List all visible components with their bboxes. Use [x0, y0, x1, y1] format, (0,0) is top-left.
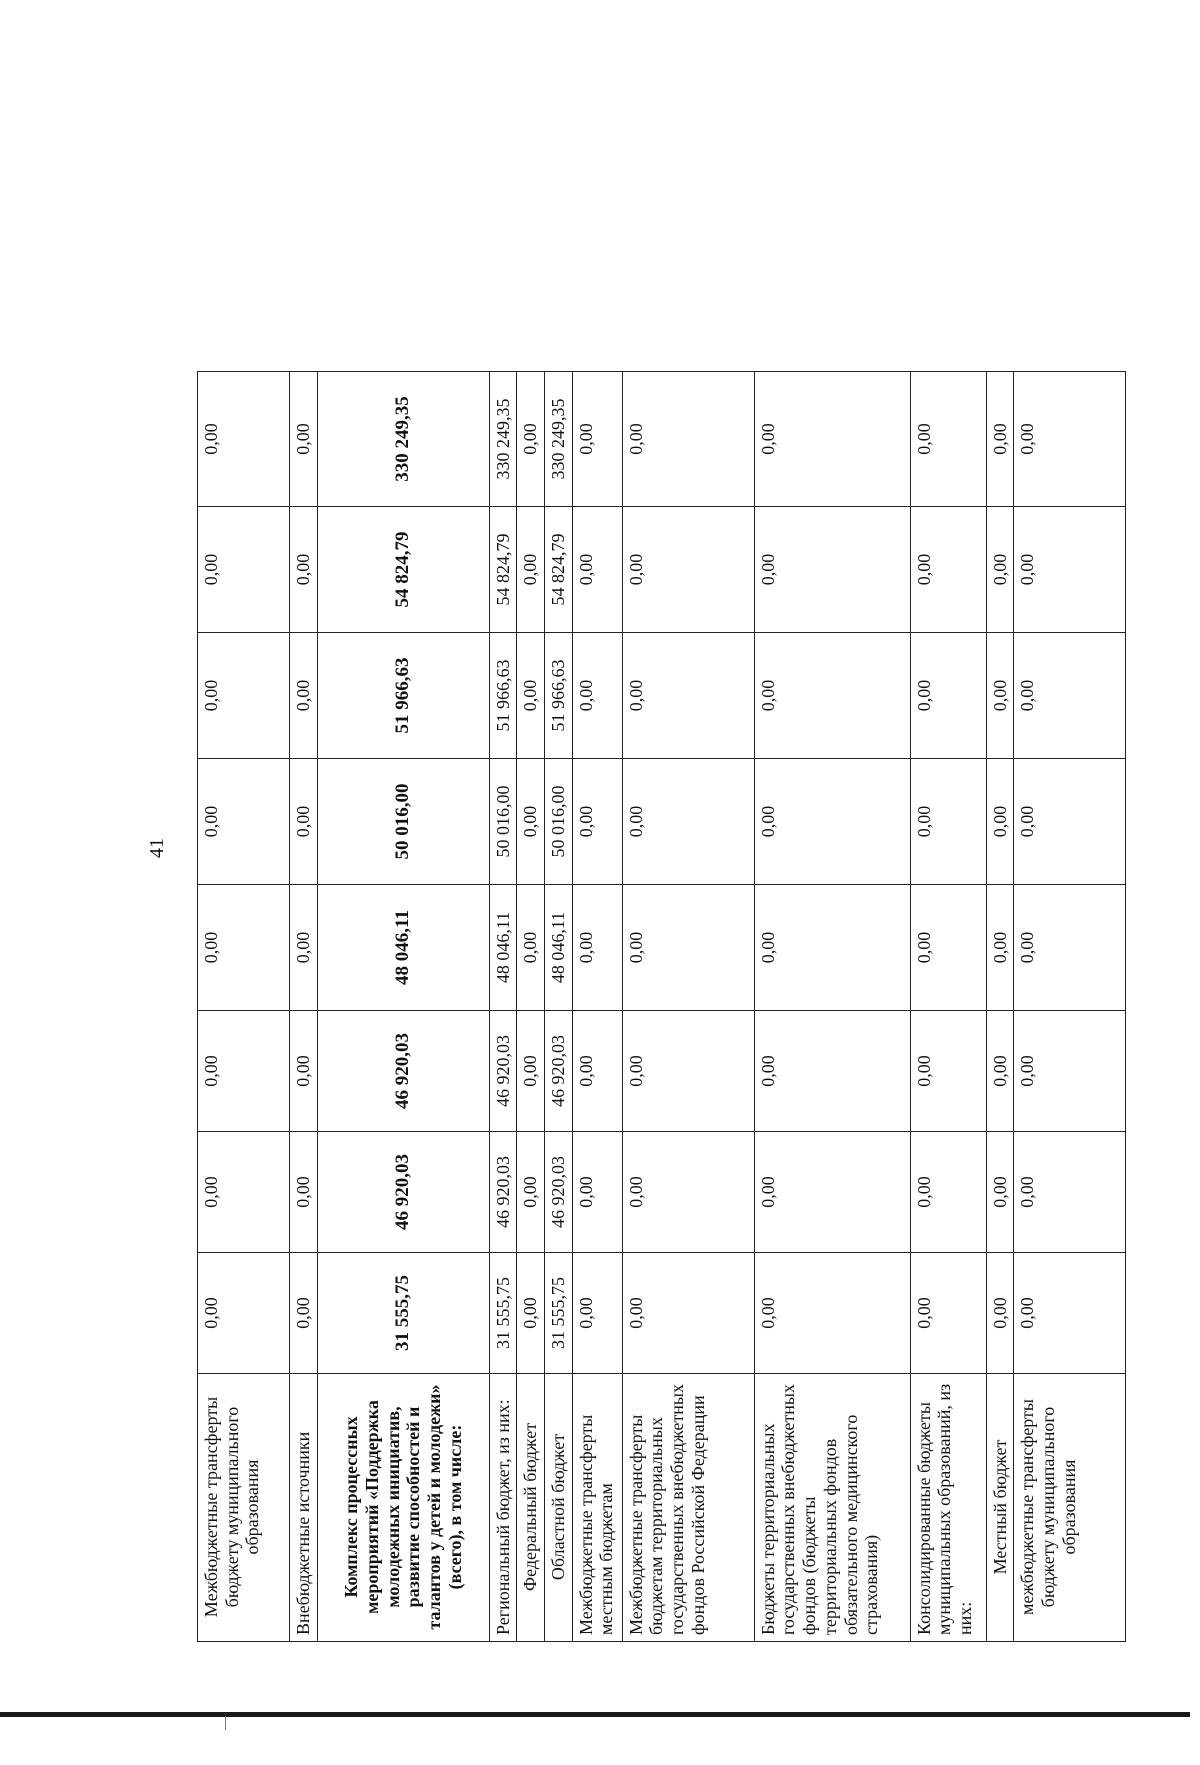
budget-table — [197, 371, 1126, 1642]
cell-value: 0,00 — [572, 759, 622, 885]
cell-value: 0,00 — [986, 885, 1014, 1011]
cell-value: 0,00 — [517, 1132, 545, 1253]
cell-value: 0,00 — [517, 1253, 545, 1374]
row-label: Консолидированные бюджеты муниципальных образований, из них: — [910, 1374, 986, 1642]
cell-value: 0,00 — [754, 1253, 910, 1374]
cell-value: 0,00 — [572, 1132, 622, 1253]
cell-value: 0,00 — [910, 372, 986, 507]
cell-value: 0,00 — [290, 1132, 318, 1253]
budget-table-rotated — [197, 372, 1107, 1642]
row-label: Комплекс процессных мероприятий «Поддержка молодежных инициатив, развитие способностей и талантов у детей и молодежи» (всего), в том числе: — [317, 1374, 489, 1642]
cell-value: 0,00 — [622, 372, 754, 507]
cell-value: 0,00 — [754, 1132, 910, 1253]
table-row — [1014, 372, 1126, 1642]
cell-value: 0,00 — [1014, 1011, 1126, 1132]
row-label: Региональный бюджет, из них: — [489, 1374, 517, 1642]
table-row — [572, 372, 622, 1642]
cell-value: 31 555,75 — [489, 1253, 517, 1374]
cell-value: 0,00 — [1014, 372, 1126, 507]
table-row-total — [317, 372, 489, 1642]
table-row — [910, 372, 986, 1642]
cell-value: 0,00 — [198, 507, 290, 633]
cell-value: 54 824,79 — [317, 507, 489, 633]
cell-value: 0,00 — [1014, 633, 1126, 759]
cell-value: 0,00 — [572, 633, 622, 759]
cell-value: 0,00 — [1014, 1132, 1126, 1253]
cell-value: 0,00 — [986, 759, 1014, 885]
cell-value: 0,00 — [1014, 507, 1126, 633]
cell-value: 54 824,79 — [489, 507, 517, 633]
cell-value: 0,00 — [986, 1132, 1014, 1253]
page-number: 41 — [146, 838, 168, 858]
cell-value: 48 046,11 — [317, 885, 489, 1011]
cell-value: 0,00 — [198, 1132, 290, 1253]
table-row — [986, 372, 1014, 1642]
row-label: Межбюджетные трансферты бюджетам территориальных государственных внебюджетных фондов Российской Федерации — [622, 1374, 754, 1642]
cell-value: 0,00 — [986, 1011, 1014, 1132]
table-row — [290, 372, 318, 1642]
cell-value: 46 920,03 — [545, 1132, 573, 1253]
cell-value: 50 016,00 — [489, 759, 517, 885]
cell-value: 50 016,00 — [317, 759, 489, 885]
cell-value: 51 966,63 — [489, 633, 517, 759]
cell-value: 0,00 — [622, 1011, 754, 1132]
cell-value: 0,00 — [986, 372, 1014, 507]
cell-value: 0,00 — [290, 507, 318, 633]
cell-value: 31 555,75 — [317, 1253, 489, 1374]
cell-value: 0,00 — [910, 759, 986, 885]
cell-value: 0,00 — [290, 633, 318, 759]
cell-value: 0,00 — [198, 759, 290, 885]
cell-value: 0,00 — [622, 885, 754, 1011]
cell-value: 48 046,11 — [545, 885, 573, 1011]
cell-value: 31 555,75 — [545, 1253, 573, 1374]
table-row — [545, 372, 573, 1642]
table-row — [622, 372, 754, 1642]
cell-value: 0,00 — [290, 885, 318, 1011]
row-label: Бюджеты территориальных государственных внебюджетных фондов (бюджеты территориальных фондов обязательного медицинского страхования) — [754, 1374, 910, 1642]
cell-value: 0,00 — [517, 1011, 545, 1132]
cell-value: 0,00 — [754, 633, 910, 759]
bottom-rule — [0, 1712, 1190, 1717]
cell-value: 46 920,03 — [545, 1011, 573, 1132]
cell-value: 0,00 — [754, 507, 910, 633]
row-label: Местный бюджет — [986, 1374, 1014, 1642]
cell-value: 0,00 — [910, 507, 986, 633]
cell-value: 330 249,35 — [317, 372, 489, 507]
cell-value: 0,00 — [622, 633, 754, 759]
cell-value: 0,00 — [572, 507, 622, 633]
cell-value: 0,00 — [1014, 759, 1126, 885]
cell-value: 0,00 — [572, 1011, 622, 1132]
row-label: Областной бюджет — [545, 1374, 573, 1642]
table-row — [517, 372, 545, 1642]
cell-value: 0,00 — [754, 372, 910, 507]
cell-value: 51 966,63 — [545, 633, 573, 759]
cell-value: 0,00 — [986, 1253, 1014, 1374]
cell-value: 46 920,03 — [489, 1011, 517, 1132]
cell-value: 0,00 — [910, 633, 986, 759]
row-label: Внебюджетные источники — [290, 1374, 318, 1642]
cell-value: 0,00 — [572, 372, 622, 507]
cell-value: 0,00 — [986, 507, 1014, 633]
cell-value: 48 046,11 — [489, 885, 517, 1011]
cell-value: 0,00 — [290, 372, 318, 507]
cell-value: 0,00 — [910, 885, 986, 1011]
cell-value: 0,00 — [572, 885, 622, 1011]
cell-value: 0,00 — [290, 1253, 318, 1374]
cell-value: 0,00 — [517, 372, 545, 507]
cell-value: 0,00 — [1014, 885, 1126, 1011]
row-label: Межбюджетные трансферты местным бюджетам — [572, 1374, 622, 1642]
cell-value: 330 249,35 — [545, 372, 573, 507]
cell-value: 0,00 — [910, 1132, 986, 1253]
row-label: Федеральный бюджет — [517, 1374, 545, 1642]
cell-value: 0,00 — [754, 759, 910, 885]
row-label: межбюджетные трансферты бюджету муниципального образования — [1014, 1374, 1126, 1642]
cell-value: 330 249,35 — [489, 372, 517, 507]
cell-value: 0,00 — [517, 633, 545, 759]
cell-value: 0,00 — [290, 759, 318, 885]
cell-value: 0,00 — [517, 759, 545, 885]
scan-mark — [225, 1716, 226, 1730]
cell-value: 0,00 — [517, 885, 545, 1011]
cell-value: 0,00 — [198, 633, 290, 759]
cell-value: 0,00 — [754, 1011, 910, 1132]
cell-value: 0,00 — [754, 885, 910, 1011]
cell-value: 0,00 — [198, 1253, 290, 1374]
cell-value: 0,00 — [198, 885, 290, 1011]
cell-value: 0,00 — [986, 633, 1014, 759]
cell-value: 0,00 — [622, 507, 754, 633]
cell-value: 46 920,03 — [317, 1132, 489, 1253]
cell-value: 0,00 — [1014, 1253, 1126, 1374]
cell-value: 0,00 — [572, 1253, 622, 1374]
cell-value: 0,00 — [517, 507, 545, 633]
cell-value: 46 920,03 — [317, 1011, 489, 1132]
cell-value: 0,00 — [198, 1011, 290, 1132]
cell-value: 0,00 — [198, 372, 290, 507]
cell-value: 51 966,63 — [317, 633, 489, 759]
table-row — [198, 372, 290, 1642]
cell-value: 0,00 — [622, 1253, 754, 1374]
table-row — [754, 372, 910, 1642]
cell-value: 0,00 — [910, 1253, 986, 1374]
cell-value: 0,00 — [622, 1132, 754, 1253]
row-label: Межбюджетные трансферты бюджету муниципального образования — [198, 1374, 290, 1642]
table-row — [489, 372, 517, 1642]
cell-value: 50 016,00 — [545, 759, 573, 885]
cell-value: 0,00 — [910, 1011, 986, 1132]
cell-value: 0,00 — [290, 1011, 318, 1132]
cell-value: 46 920,03 — [489, 1132, 517, 1253]
cell-value: 0,00 — [622, 759, 754, 885]
cell-value: 54 824,79 — [545, 507, 573, 633]
